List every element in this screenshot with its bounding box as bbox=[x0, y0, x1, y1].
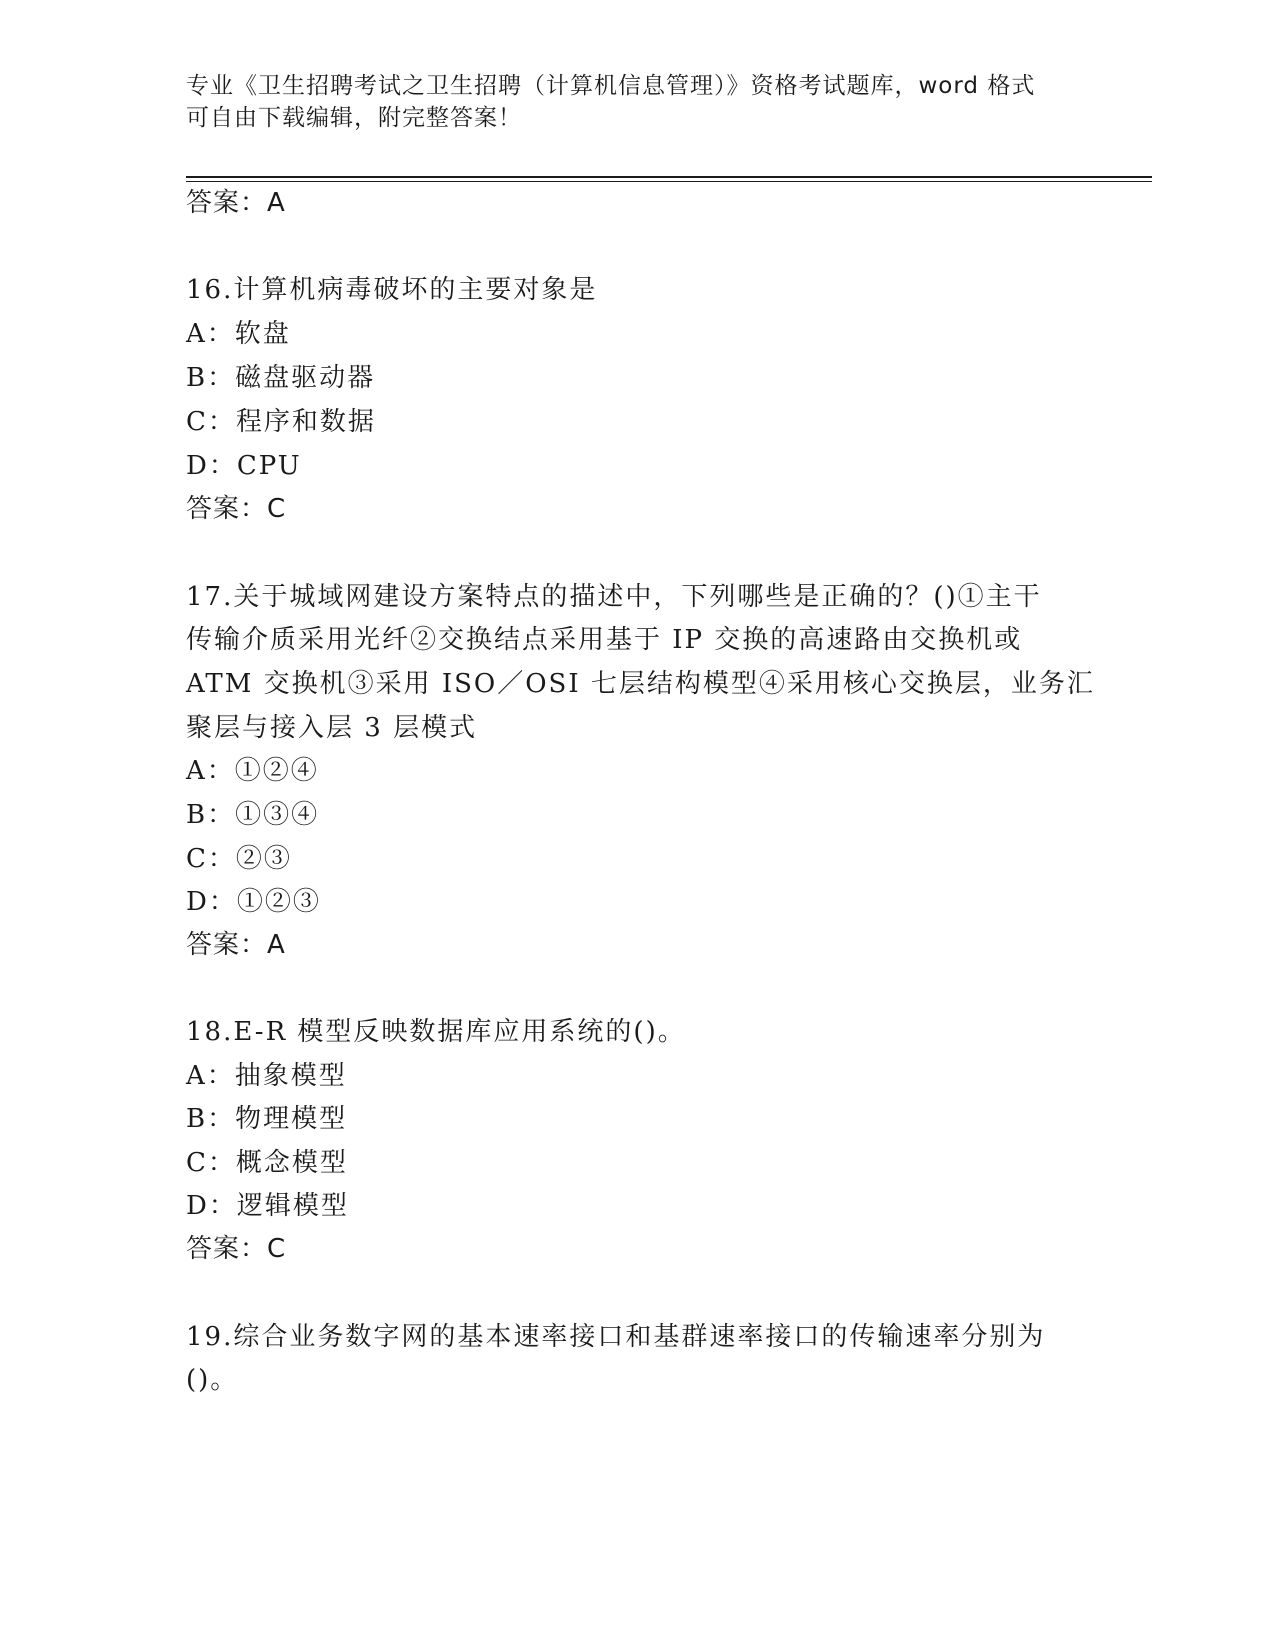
q17-stem-line-3: ATM 交换机③采用 ISO／OSI 七层结构模型④采用核心交换层，业务汇 bbox=[186, 669, 1095, 699]
q16-option-a: A：软盘 bbox=[186, 319, 291, 349]
q18-option-b: B：物理模型 bbox=[186, 1104, 348, 1134]
q16-option-d: D：CPU bbox=[186, 451, 302, 481]
q19-stem-line-1: 19.综合业务数字网的基本速率接口和基群速率接口的传输速率分别为 bbox=[186, 1322, 1046, 1352]
q18-option-a: A：抽象模型 bbox=[186, 1061, 347, 1091]
q19-stem-line-2: ()。 bbox=[186, 1365, 239, 1395]
q17-option-c: C：②③ bbox=[186, 844, 292, 874]
q18-stem: 18.E-R 模型反映数据库应用系统的()。 bbox=[186, 1017, 686, 1047]
previous-answer: 答案：A bbox=[186, 188, 286, 218]
header-divider-thin bbox=[186, 181, 1152, 182]
q17-option-a: A：①②④ bbox=[186, 756, 319, 786]
q17-stem-line-2: 传输介质采用光纤②交换结点采用基于 IP 交换的高速路由交换机或 bbox=[186, 625, 1023, 655]
q18-option-d: D：逻辑模型 bbox=[186, 1191, 349, 1221]
q16-stem: 16.计算机病毒破坏的主要对象是 bbox=[186, 275, 598, 305]
q18-option-c: C：概念模型 bbox=[186, 1148, 348, 1178]
q17-stem-line-4: 聚层与接入层 3 层模式 bbox=[186, 713, 478, 743]
q16-option-b: B：磁盘驱动器 bbox=[186, 363, 376, 393]
q17-answer: 答案：A bbox=[186, 930, 286, 960]
q17-stem-line-1: 17.关于城域网建设方案特点的描述中，下列哪些是正确的？()①主干 bbox=[186, 582, 1042, 612]
header-divider-thick bbox=[186, 176, 1152, 178]
q17-option-d: D：①②③ bbox=[186, 887, 321, 917]
q17-option-b: B：①③④ bbox=[186, 800, 320, 830]
header-line-1: 专业《卫生招聘考试之卫生招聘（计算机信息管理）》资格考试题库，word 格式 bbox=[186, 73, 1036, 99]
document-header bbox=[186, 70, 1066, 134]
q16-option-c: C：程序和数据 bbox=[186, 407, 376, 437]
header-line-2: 可自由下载编辑，附完整答案！ bbox=[186, 105, 522, 131]
q16-answer: 答案：C bbox=[186, 494, 287, 524]
q18-answer: 答案：C bbox=[186, 1234, 287, 1264]
